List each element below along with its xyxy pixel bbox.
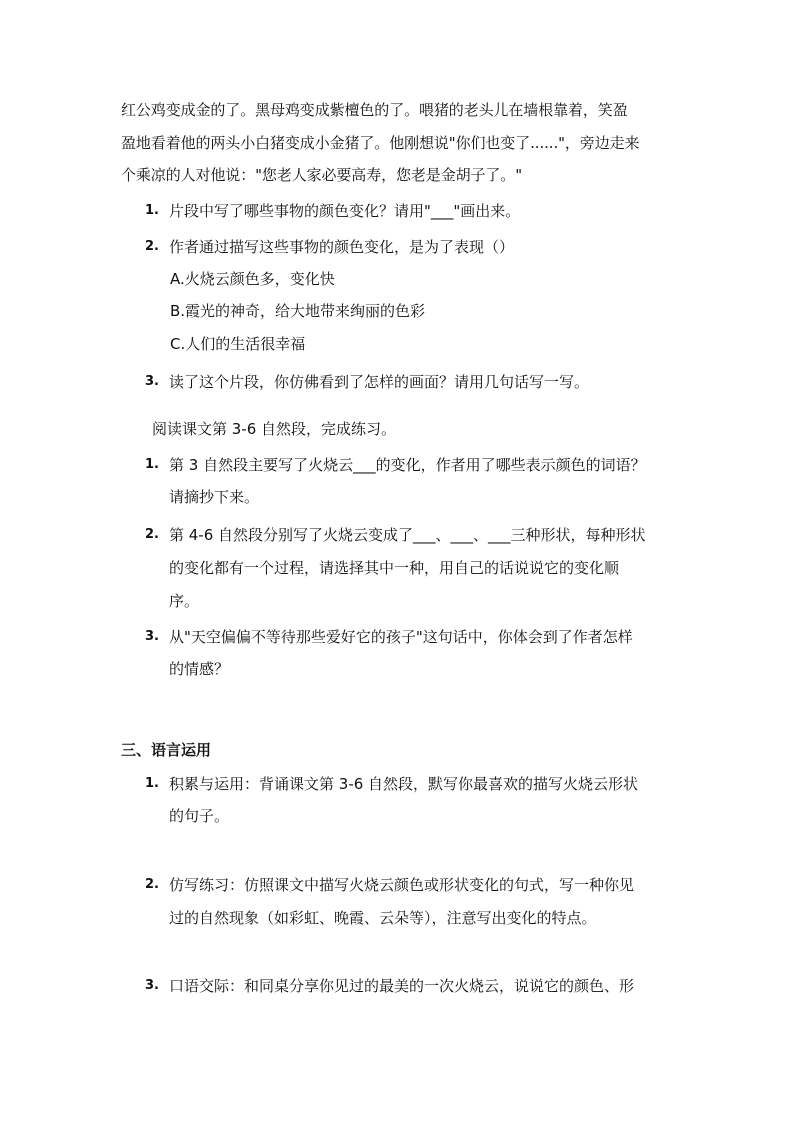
question-text: 的情感？ — [169, 660, 230, 678]
question-text: 从"天空偏偏不等待那些爱好它的孩子"这句话中，你体会到了作者怎样 — [169, 628, 633, 646]
question-text: 片段中写了哪些事物的颜色变化？请用"___"画出来。 — [169, 202, 521, 220]
option-c: C.人们的生活很幸福 — [170, 335, 306, 353]
question-text: 序。 — [169, 592, 200, 610]
reading-instruction: 阅读课文第 3-6 自然段，完成练习。 — [152, 420, 397, 438]
question-number: 1. — [145, 776, 159, 791]
question-number: 2. — [145, 239, 159, 254]
question-number: 3. — [145, 374, 159, 389]
section-heading: 三、语言运用 — [121, 741, 212, 759]
question-text: 仿写练习：仿照课文中描写火烧云颜色或形状变化的句式，写一种你见 — [169, 876, 635, 894]
question-number: 1. — [145, 203, 159, 218]
passage — [121, 94, 681, 192]
option-a: A.火烧云颜色多，变化快 — [170, 270, 335, 288]
question-text: 读了这个片段，你仿佛看到了怎样的画面？请用几句话写一写。 — [169, 373, 590, 391]
passage-line: 红公鸡变成金的了。黑母鸡变成紫檀色的了。喂猪的老头儿在墙根靠着，笑盈 — [121, 101, 628, 119]
question-text: 积累与运用：背诵课文第 3-6 自然段，默写你最喜欢的描写火烧云形状 — [169, 775, 639, 793]
question-number: 3. — [145, 629, 159, 644]
question-number: 2. — [145, 527, 159, 542]
question-number: 2. — [145, 877, 159, 892]
question-text: 作者通过描写这些事物的颜色变化，是为了表现（） — [169, 238, 515, 256]
question-number: 3. — [145, 978, 159, 993]
question-text: 第 3 自然段主要写了火烧云___的变化，作者用了哪些表示颜色的词语？ — [169, 456, 646, 474]
passage-line: 个乘凉的人对他说："您老人家必要高寿，您老是金胡子了。" — [121, 166, 523, 184]
question-text: 口语交际：和同桌分享你见过的最美的一次火烧云，说说它的颜色、形 — [169, 977, 635, 995]
question-text: 过的自然现象（如彩虹、晚霞、云朵等），注意写出变化的特点。 — [169, 909, 597, 927]
question-text: 第 4-6 自然段分别写了火烧云变成了___、___、___三种形状，每种形状 — [169, 526, 646, 544]
question-number: 1. — [145, 457, 159, 472]
passage-line: 盈地看着他的两头小白猪变成小金猪了。他刚想说"你们也变了......"，旁边走来 — [121, 133, 640, 152]
question-text: 的变化都有一个过程，请选择其中一种，用自己的话说说它的变化顺 — [169, 559, 620, 577]
question-text: 请摘抄下来。 — [169, 488, 260, 506]
option-b: B.霞光的神奇，给大地带来绚丽的色彩 — [170, 302, 426, 320]
question-text: 的句子。 — [169, 807, 230, 825]
